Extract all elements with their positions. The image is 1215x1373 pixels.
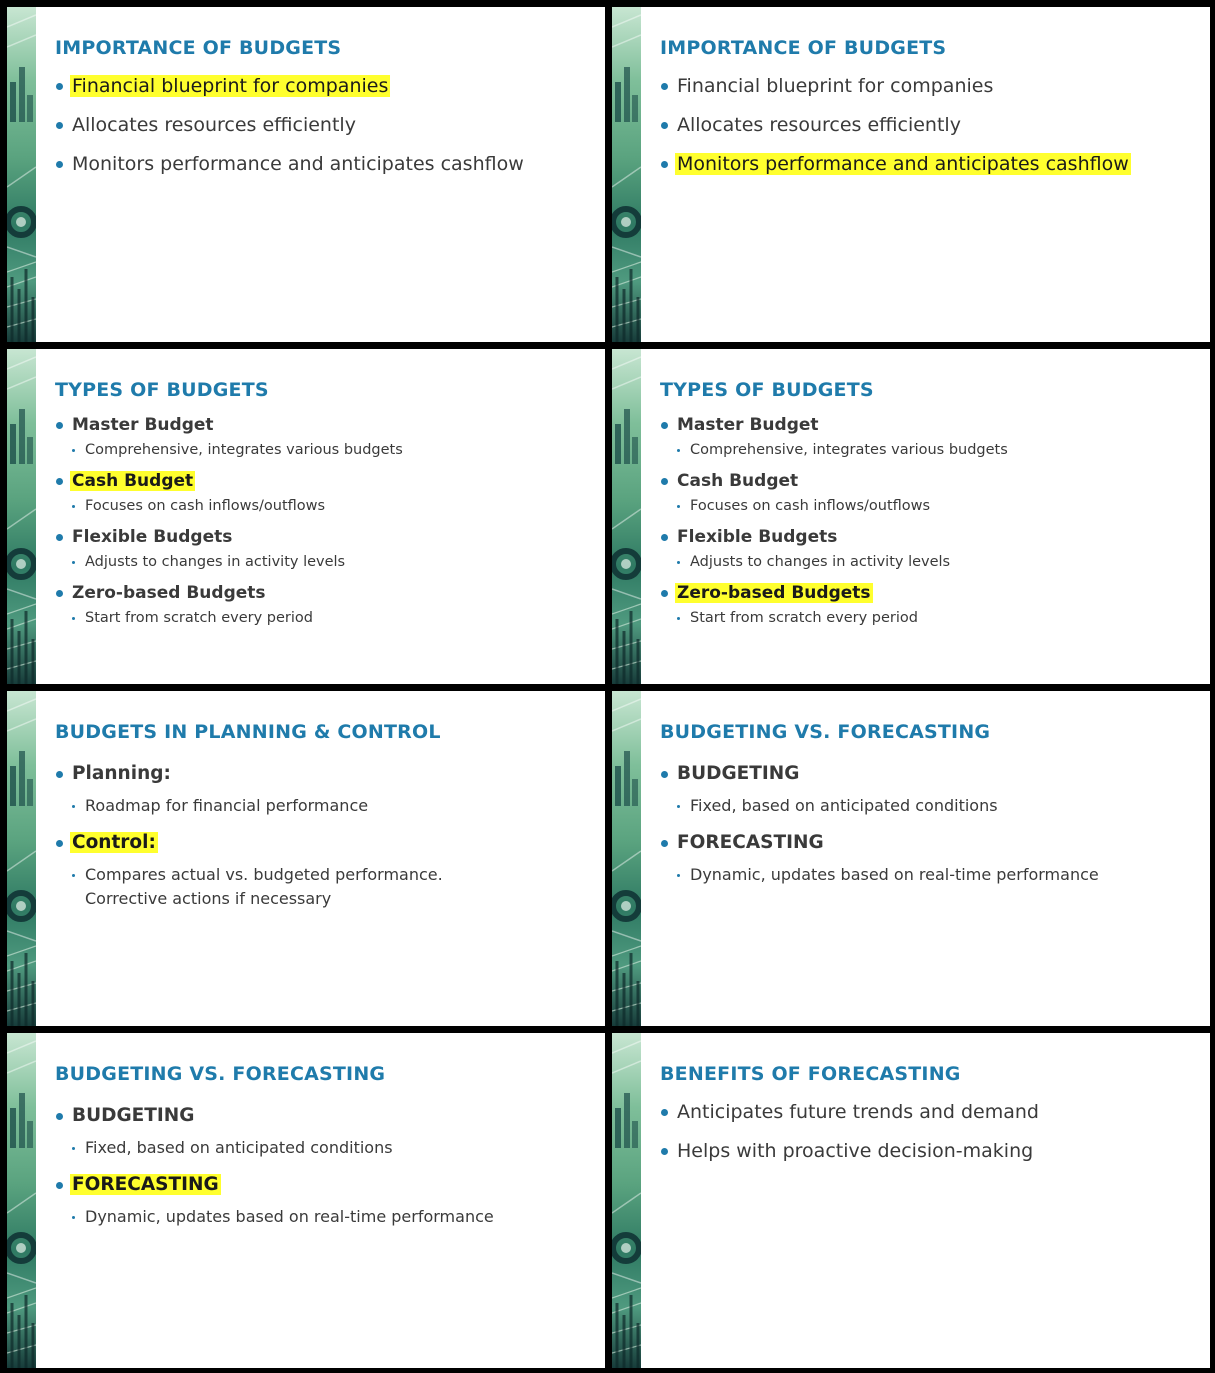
bullet-dot-icon (661, 1109, 668, 1116)
bullet-dot-icon (56, 771, 63, 778)
bullet-item (55, 1172, 585, 1198)
bullet-item (55, 151, 585, 177)
bullet-item (660, 413, 1190, 437)
bullet-item (55, 73, 585, 99)
finance-image-strip-icon (612, 349, 641, 684)
sub-bullet-dot-icon (72, 1216, 75, 1219)
bullet-item (55, 1103, 585, 1129)
slide-content (660, 721, 1190, 899)
bullet-dot-icon (661, 840, 668, 847)
bullet-item (55, 830, 585, 856)
bullet-item (660, 73, 1190, 99)
slide-image-strip (612, 691, 641, 1026)
sub-bullet-dot-icon (72, 1147, 75, 1150)
sub-bullet-item (660, 794, 1190, 818)
slide-image-strip (7, 1033, 36, 1368)
slide-5 (7, 691, 605, 1026)
sub-bullet-dot-icon (677, 874, 680, 877)
sub-bullet-item (55, 863, 585, 911)
bullet-dot-icon (56, 161, 63, 168)
bullet-text: Flexible Budgets (72, 527, 233, 547)
sub-bullet-text: Comprehensive, integrates various budgets (85, 442, 403, 458)
bullet-text: Cash Budget (677, 471, 799, 491)
sub-bullet-dot-icon (677, 561, 680, 564)
finance-image-strip-icon (7, 349, 36, 684)
sub-bullet-item (55, 1136, 585, 1160)
bullet-text: Financial blueprint for companies (677, 75, 994, 97)
slide-4 (612, 349, 1210, 684)
bullet-text: BUDGETING (72, 1105, 195, 1126)
slide-title: BUDGETING VS. FORECASTING (660, 721, 991, 743)
slide-content (55, 37, 585, 190)
bullet-dot-icon (661, 771, 668, 778)
slide-image-strip (7, 7, 36, 342)
bullet-item (55, 112, 585, 138)
slide-content (55, 1063, 585, 1241)
finance-image-strip-icon (7, 7, 36, 342)
slide-1 (7, 7, 605, 342)
slide-8 (612, 1033, 1210, 1368)
sub-bullet-item (55, 496, 585, 516)
sub-bullet-dot-icon (677, 449, 680, 452)
sub-bullet-text: Start from scratch every period (85, 610, 313, 626)
slide-2 (612, 7, 1210, 342)
sub-bullet-dot-icon (72, 449, 75, 452)
bullet-dot-icon (661, 83, 668, 90)
sub-bullet-text: Adjusts to changes in activity levels (85, 554, 346, 570)
bullet-dot-icon (56, 840, 63, 847)
sub-bullet-item (55, 608, 585, 628)
bullet-item (660, 525, 1190, 549)
slide-image-strip (612, 1033, 641, 1368)
bullet-item (55, 761, 585, 787)
slide-image-strip (7, 349, 36, 684)
slide-title: BUDGETING VS. FORECASTING (55, 1063, 386, 1085)
sub-bullet-text: Start from scratch every period (690, 610, 918, 626)
sub-bullet-dot-icon (72, 874, 75, 877)
bullet-dot-icon (56, 122, 63, 129)
bullet-dot-icon (56, 590, 63, 597)
highlighted-bullet-text: Zero-based Budgets (677, 583, 871, 603)
sub-bullet-dot-icon (72, 561, 75, 564)
bullet-text: Flexible Budgets (677, 527, 838, 547)
bullet-dot-icon (56, 534, 63, 541)
bullet-text: Planning: (72, 763, 171, 784)
sub-bullet-text: Dynamic, updates based on real-time performance (85, 1207, 494, 1226)
slide-image-strip (612, 349, 641, 684)
sub-bullet-text: Fixed, based on anticipated conditions (85, 1138, 393, 1157)
sub-bullet-item (660, 863, 1190, 887)
slide-title: BENEFITS OF FORECASTING (660, 1063, 961, 1085)
sub-bullet-text: Adjusts to changes in activity levels (690, 554, 951, 570)
bullet-item (660, 112, 1190, 138)
sub-bullet-item (660, 552, 1190, 572)
slide-title: IMPORTANCE OF BUDGETS (660, 37, 947, 59)
bullet-text: Helps with proactive decision-making (677, 1140, 1034, 1162)
slide-image-strip (7, 691, 36, 1026)
bullet-item (660, 1138, 1190, 1164)
bullet-item (660, 581, 1190, 605)
bullet-dot-icon (661, 161, 668, 168)
sub-bullet-dot-icon (72, 805, 75, 808)
highlighted-bullet-text: Cash Budget (72, 471, 194, 491)
bullet-text: Allocates resources efficiently (72, 114, 356, 136)
bullet-item (660, 761, 1190, 787)
bullet-dot-icon (56, 1113, 63, 1120)
bullet-dot-icon (661, 422, 668, 429)
bullet-item (660, 1099, 1190, 1125)
sub-bullet-dot-icon (677, 617, 680, 620)
finance-image-strip-icon (612, 1033, 641, 1368)
sub-bullet-dot-icon (677, 505, 680, 508)
finance-image-strip-icon (7, 1033, 36, 1368)
slide-title: TYPES OF BUDGETS (55, 379, 269, 401)
sub-bullet-text: Dynamic, updates based on real-time performance (690, 865, 1099, 884)
bullet-item (55, 581, 585, 605)
bullet-dot-icon (661, 122, 668, 129)
slide-image-strip (612, 7, 641, 342)
slide-7 (7, 1033, 605, 1368)
bullet-text: Master Budget (72, 415, 214, 435)
highlighted-bullet-text: Control: (72, 832, 156, 853)
sub-bullet-item (55, 1205, 585, 1229)
sub-bullet-text: Focuses on cash inflows/outflows (85, 498, 326, 514)
sub-bullet-item (660, 440, 1190, 460)
highlighted-bullet-text: Financial blueprint for companies (72, 75, 389, 97)
slide-content (660, 37, 1190, 190)
bullet-text: Zero-based Budgets (72, 583, 266, 603)
bullet-dot-icon (661, 534, 668, 541)
bullet-item (660, 830, 1190, 856)
sub-bullet-dot-icon (72, 505, 75, 508)
highlighted-bullet-text: FORECASTING (72, 1174, 219, 1195)
finance-image-strip-icon (612, 691, 641, 1026)
slide-title: IMPORTANCE OF BUDGETS (55, 37, 342, 59)
bullet-item (55, 525, 585, 549)
bullet-dot-icon (56, 478, 63, 485)
slide-6 (612, 691, 1210, 1026)
bullet-text: Master Budget (677, 415, 819, 435)
bullet-text: Anticipates future trends and demand (677, 1101, 1039, 1123)
sub-bullet-text: Roadmap for financial performance (85, 796, 369, 815)
sub-bullet-item (660, 608, 1190, 628)
slide-3 (7, 349, 605, 684)
finance-image-strip-icon (612, 7, 641, 342)
sub-bullet-dot-icon (72, 617, 75, 620)
sub-bullet-item (55, 440, 585, 460)
slide-title: BUDGETS IN PLANNING & CONTROL (55, 721, 441, 743)
sub-bullet-item (55, 794, 585, 818)
sub-bullet-text: Fixed, based on anticipated conditions (690, 796, 998, 815)
slide-content (660, 379, 1190, 637)
slide-title: TYPES OF BUDGETS (660, 379, 874, 401)
sub-bullet-item (660, 496, 1190, 516)
bullet-dot-icon (661, 590, 668, 597)
bullet-dot-icon (56, 83, 63, 90)
sub-bullet-text: Comprehensive, integrates various budgets (690, 442, 1008, 458)
slide-content (55, 721, 585, 923)
bullet-item (660, 469, 1190, 493)
sub-bullet-text: Focuses on cash inflows/outflows (690, 498, 931, 514)
sub-bullet-dot-icon (677, 805, 680, 808)
bullet-item (55, 469, 585, 493)
bullet-dot-icon (661, 1148, 668, 1155)
bullet-dot-icon (56, 422, 63, 429)
bullet-item (55, 413, 585, 437)
finance-image-strip-icon (7, 691, 36, 1026)
highlighted-bullet-text: Monitors performance and anticipates cashflow (677, 153, 1129, 175)
bullet-dot-icon (661, 478, 668, 485)
bullet-text: FORECASTING (677, 832, 824, 853)
bullet-text: Allocates resources efficiently (677, 114, 961, 136)
sub-bullet-item (55, 552, 585, 572)
slide-content (660, 1063, 1190, 1177)
sub-bullet-text: Compares actual vs. budgeted performance. Corrective actions if necessary (85, 865, 443, 908)
bullet-text: Monitors performance and anticipates cashflow (72, 153, 524, 175)
slide-content (55, 379, 585, 637)
bullet-text: BUDGETING (677, 763, 800, 784)
bullet-dot-icon (56, 1182, 63, 1189)
bullet-item (660, 151, 1190, 177)
